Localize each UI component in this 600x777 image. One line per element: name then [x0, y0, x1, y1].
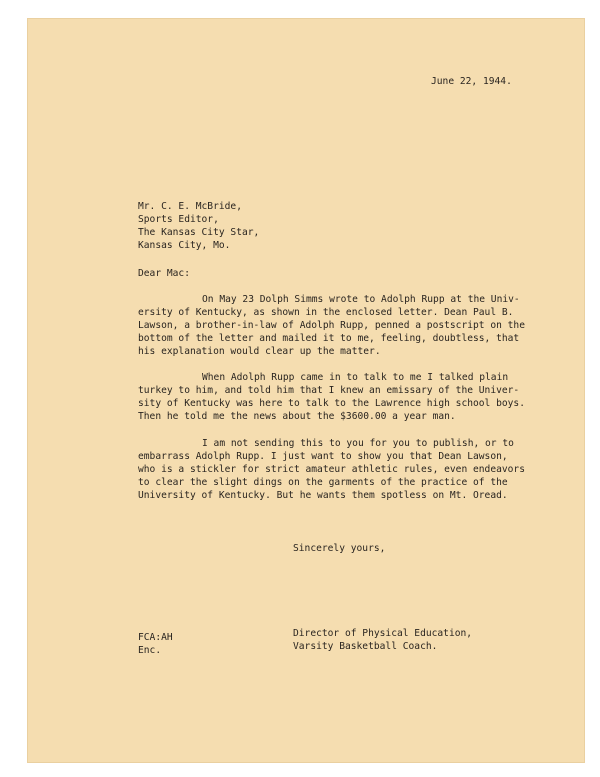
addressee-line: Kansas City, Mo. [138, 240, 231, 251]
salutation: Dear Mac: [138, 268, 190, 279]
paragraph-line: to clear the slight dings on the garments of the practice of the [138, 477, 508, 488]
paragraph-line: ersity of Kentucky, as shown in the enclosed letter. Dean Paul B. [138, 307, 514, 318]
letter-page [27, 18, 585, 763]
paragraph-line: Lawson, a brother-in-law of Adolph Rupp, penned a postscript on the [138, 320, 525, 331]
paragraph-line: bottom of the letter and mailed it to me, feeling, doubtless, that [138, 333, 520, 344]
reference-initials: FCA:AH [138, 632, 173, 643]
closing: Sincerely yours, [293, 543, 386, 554]
paragraph-line: who is a stickler for strict amateur athletic rules, even endeavors [138, 464, 525, 475]
letter-date: June 22, 1944. [431, 76, 512, 87]
signature-line: Director of Physical Education, [293, 628, 473, 639]
paragraph-line: University of Kentucky. But he wants them spotless on Mt. Oread. [138, 490, 508, 501]
addressee-line: Sports Editor, [138, 214, 219, 225]
enclosure-note: Enc. [138, 645, 162, 656]
paragraph-line: On May 23 Dolph Simms wrote to Adolph Rupp at the Univ- [202, 294, 520, 305]
addressee-line: The Kansas City Star, [138, 227, 260, 238]
paragraph-line: When Adolph Rupp came in to talk to me I talked plain [202, 372, 509, 383]
signature-line: Varsity Basketball Coach. [293, 641, 438, 652]
paragraph-line: sity of Kentucky was here to talk to the Lawrence high school boys. [138, 398, 525, 409]
paragraph-line: turkey to him, and told him that I knew an emissary of the Univer- [138, 385, 520, 396]
paragraph-line: Then he told me the news about the $3600.00 a year man. [138, 411, 456, 422]
addressee-line: Mr. C. E. McBride, [138, 201, 242, 212]
paragraph-line: I am not sending this to you for you to publish, or to [202, 438, 514, 449]
paragraph-line: embarrass Adolph Rupp. I just want to show you that Dean Lawson, [138, 451, 508, 462]
paragraph-line: his explanation would clear up the matter. [138, 346, 381, 357]
